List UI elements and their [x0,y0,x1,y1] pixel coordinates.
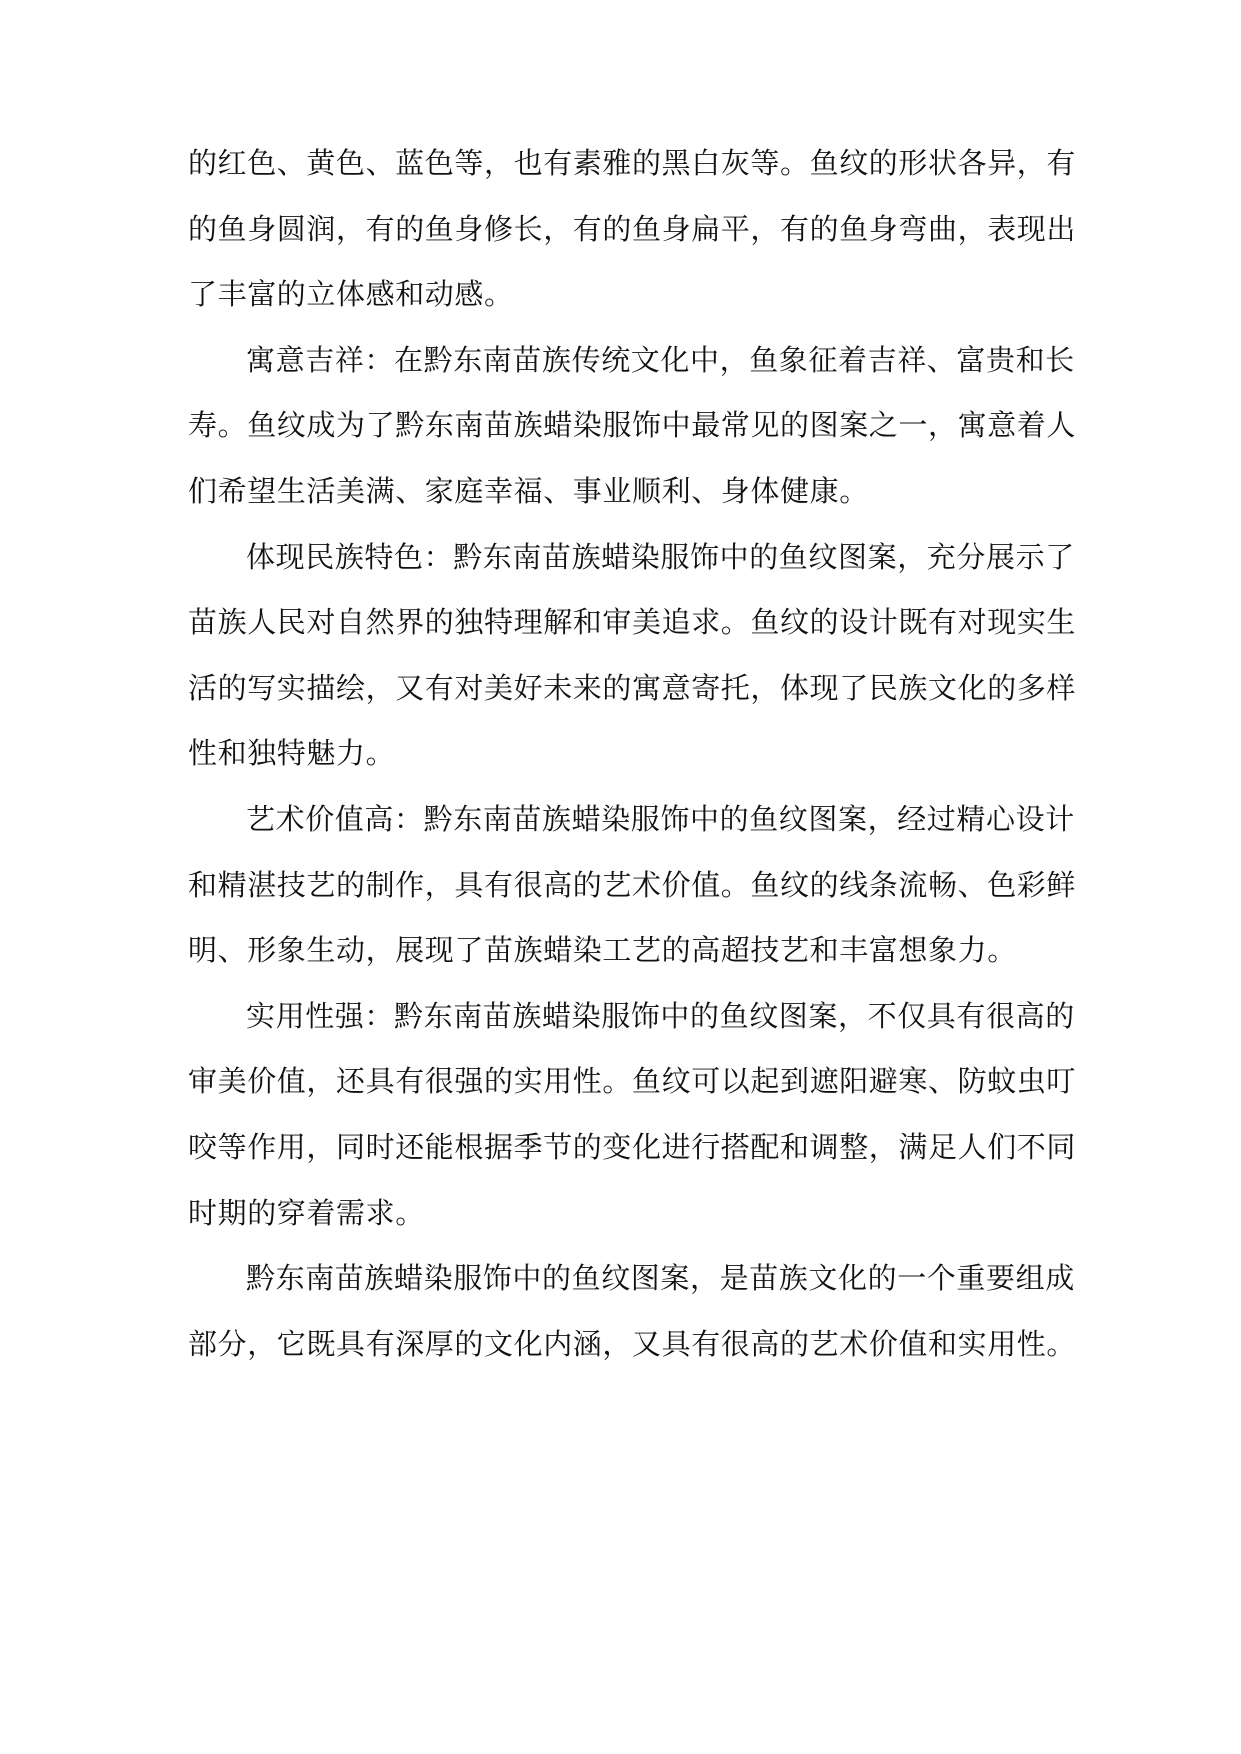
paragraph-first-line: 实用性强：黔东南苗族蜡染服饰中的鱼纹图案，不仅具有很高的 [246,998,1075,1033]
paragraph-first-line: 寓意吉祥：在黔东南苗族传统文化中，鱼象征着吉祥、富贵和长 [246,342,1075,377]
text-line: 了丰富的立体感和动感。 [188,277,514,312]
text-line: 性和独特魅力。 [188,736,396,771]
text-line: 和精湛技艺的制作，具有很高的艺术价值。鱼纹的线条流畅、色彩鲜 [188,867,1077,902]
text-line: 时期的穿着需求。 [188,1195,425,1230]
paragraph-first-line: 体现民族特色：黔东南苗族蜡染服饰中的鱼纹图案，充分展示了 [246,539,1075,574]
text-line: 咬等作用，同时还能根据季节的变化进行搭配和调整，满足人们不同 [188,1130,1077,1164]
paragraph-first-line: 艺术价值高：黔东南苗族蜡染服饰中的鱼纹图案，经过精心设计 [246,802,1075,836]
text-line: 的鱼身圆润，有的鱼身修长，有的鱼身扁平，有的鱼身弯曲，表现出 [188,211,1077,246]
paragraph-first-line: 黔东南苗族蜡染服饰中的鱼纹图案，是苗族文化的一个重要组成 [246,1261,1075,1296]
text-line: 寿。鱼纹成为了黔东南苗族蜡染服饰中最常见的图案之一，寓意着人 [188,408,1077,443]
text-line: 的红色、黄色、蓝色等，也有素雅的黑白灰等。鱼纹的形状各异，有 [188,146,1077,180]
text-line: 苗族人民对自然界的独特理解和审美追求。鱼纹的设计既有对现实生 [188,605,1077,640]
text-line: 们希望生活美满、家庭幸福、事业顺利、身体健康。 [188,474,869,508]
text-line: 审美价值，还具有很强的实用性。鱼纹可以起到遮阳避寒、防蚊虫叮 [188,1064,1077,1099]
text-line: 部分，它既具有深厚的文化内涵，又具有很高的艺术价值和实用性。 [188,1326,1077,1361]
text-line: 明、形象生动，展现了苗族蜡染工艺的高超技艺和丰富想象力。 [188,933,1017,968]
text-line: 活的写实描绘，又有对美好未来的寓意寄托，体现了民族文化的多样 [188,670,1077,705]
